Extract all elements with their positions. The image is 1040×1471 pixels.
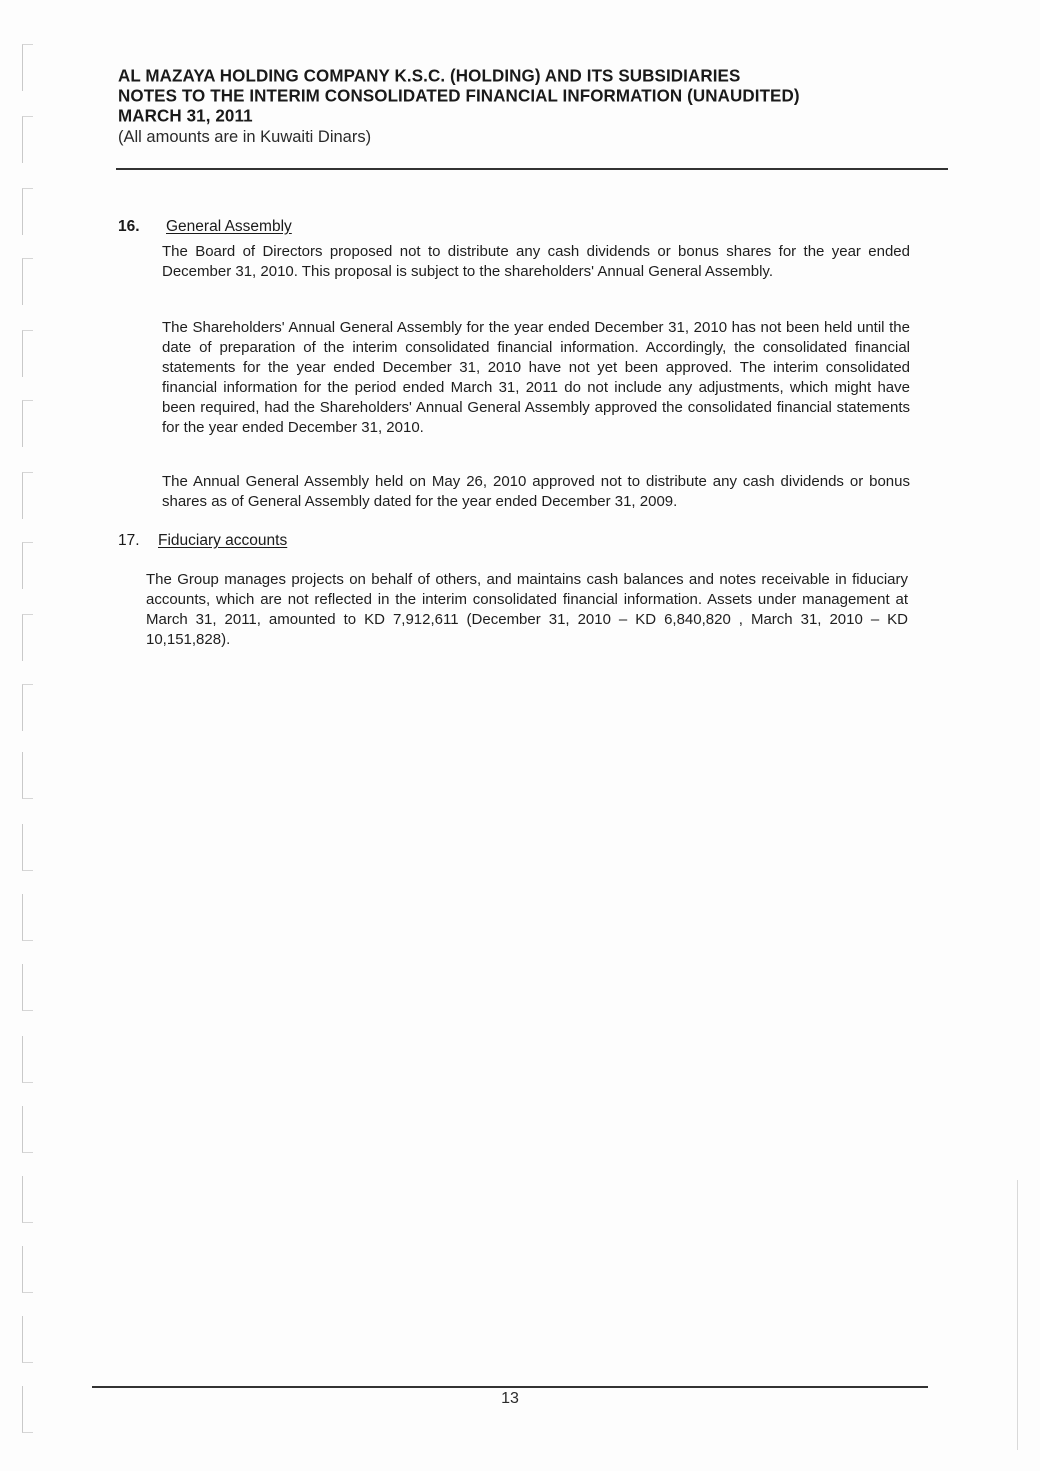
binder-mark (22, 330, 33, 377)
header-divider (116, 168, 948, 170)
binder-mark (22, 614, 33, 661)
section-title: General Assembly (166, 218, 292, 235)
footer-divider (92, 1386, 928, 1388)
paragraph: The Shareholders' Annual General Assembly for the year ended December 31, 2010 has not been held until the date of preparation of the interim consolidated financial information. Accordingly, the consolidated financial statements for the year ended December 31, 2010 have not yet been approved. The interim consolidated financial information for the period ended March 31, 2011 do not include any adjustments, which might have been required, had the Shareholders' Annual General Assembly approved the consolidated financial statements for the year ended December 31, 2010. (162, 319, 910, 436)
page-edge (1017, 1180, 1018, 1450)
document-header (118, 66, 958, 148)
binder-mark (22, 1176, 33, 1223)
binder-mark (22, 752, 33, 799)
binder-mark (22, 684, 33, 731)
report-date: MARCH 31, 2011 (118, 106, 253, 126)
paragraph: The Board of Directors proposed not to distribute any cash dividends or bonus shares for the year ended December 31, 2010. This proposal is subject to the shareholders' Annual General Assembly. (162, 243, 910, 280)
section-number: 16. (118, 218, 140, 235)
section-title: Fiduciary accounts (158, 532, 288, 549)
binder-mark (22, 258, 33, 305)
paragraph: The Group manages projects on behalf of others, and maintains cash balances and notes receivable in fiduciary accounts, which are not reflected in the interim consolidated financial information. Assets under management at March 31, 2011, amounted to KD 7,912,611 (December 31, 2010 – KD 6,840,820 , March 31, 2010 – KD 10,151,828). (146, 571, 908, 648)
binder-mark (22, 542, 33, 589)
binder-mark (22, 44, 33, 91)
binder-mark (22, 1386, 33, 1433)
company-name: AL MAZAYA HOLDING COMPANY K.S.C. (HOLDING) AND ITS SUBSIDIARIES (118, 66, 741, 86)
page-number: 13 (501, 1390, 519, 1407)
binder-mark (22, 472, 33, 519)
currency-note: (All amounts are in Kuwaiti Dinars) (118, 128, 372, 146)
binder-mark (22, 116, 33, 163)
binder-mark (22, 1036, 33, 1083)
binder-mark (22, 964, 33, 1011)
binder-mark (22, 1106, 33, 1153)
binder-mark (22, 400, 33, 447)
binder-mark (22, 1316, 33, 1363)
binder-mark (22, 1246, 33, 1293)
paragraph: The Annual General Assembly held on May 26, 2010 approved not to distribute any cash dividends or bonus shares as of General Assembly dated for the year ended December 31, 2009. (162, 473, 910, 510)
notes-title: NOTES TO THE INTERIM CONSOLIDATED FINANCIAL INFORMATION (UNAUDITED) (118, 86, 800, 106)
binder-mark (22, 188, 33, 235)
binder-mark (22, 894, 33, 941)
section-number: 17. (118, 532, 140, 549)
binder-mark (22, 824, 33, 871)
